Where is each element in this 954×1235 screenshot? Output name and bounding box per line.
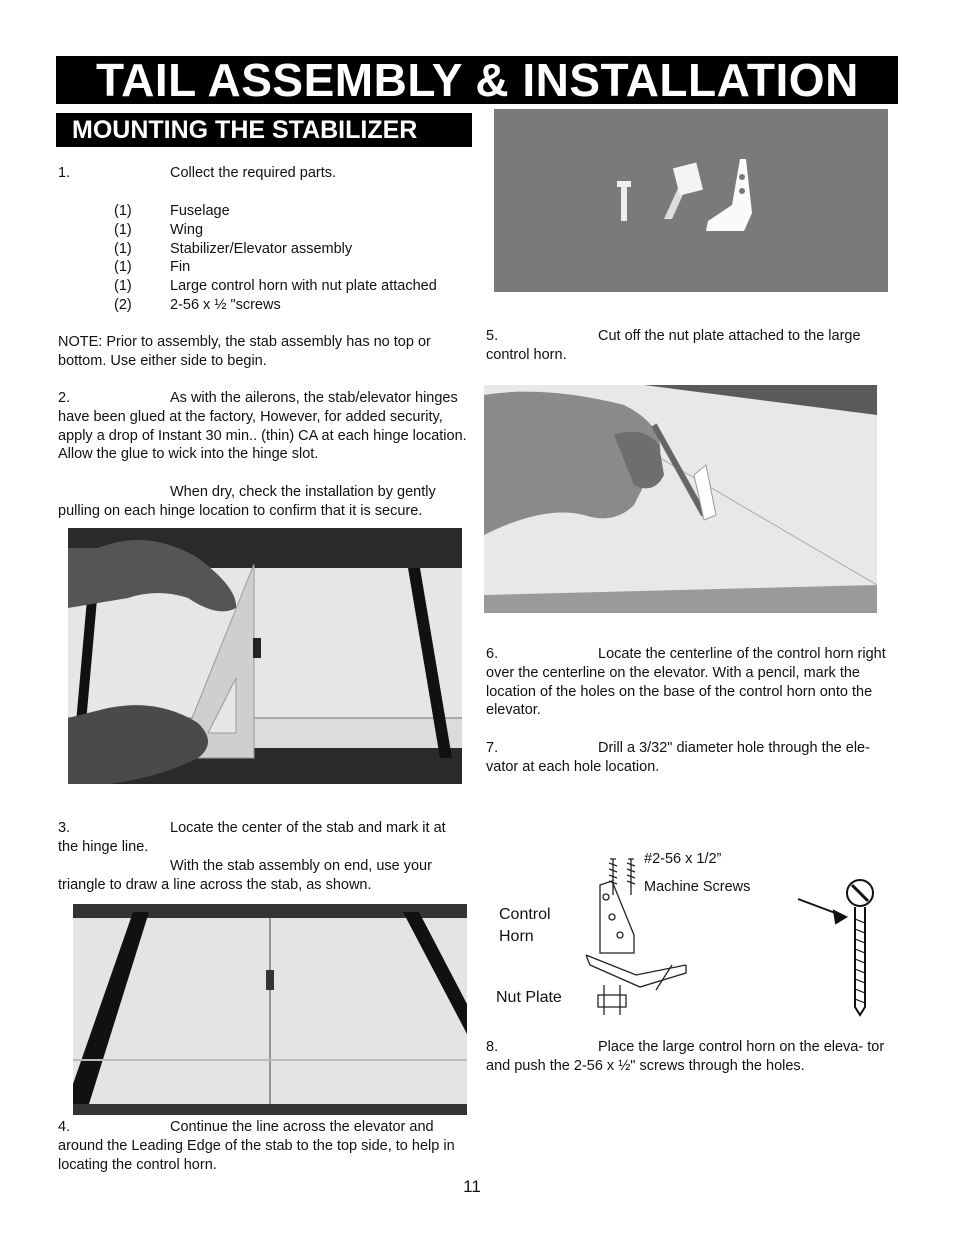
part-qty: (1) xyxy=(114,259,132,276)
part-desc: 2-56 x ½ "screws xyxy=(170,296,281,313)
step-2 xyxy=(58,389,468,464)
step-7 xyxy=(486,739,896,777)
part-desc: Fin xyxy=(170,259,191,276)
control-horn-diagram xyxy=(486,845,896,1025)
screw-type-label: Machine Screws xyxy=(644,879,751,895)
step-3-text: Locate the center of the stab and mark it at the hinge line. xyxy=(58,820,446,855)
part-qty: (2) xyxy=(114,296,132,313)
step-3-number: 3. xyxy=(58,820,71,836)
page-number: 11 xyxy=(463,1177,481,1196)
screw-size-label: #2-56 x 1/2” xyxy=(644,851,722,867)
step-5-number: 5. xyxy=(486,328,499,344)
step-1 xyxy=(58,164,468,183)
step-3-followup: With the stab assembly on end, use your triangle to draw a line across the stab, as shown. xyxy=(58,858,432,893)
step-8 xyxy=(486,1038,896,1076)
step-1-text: Collect the required parts. xyxy=(170,165,337,181)
part-desc: Wing xyxy=(170,221,204,238)
step-3 xyxy=(58,819,468,857)
part-qty: (1) xyxy=(114,203,132,219)
photo-marking-holes xyxy=(484,385,877,613)
step-8-number: 8. xyxy=(486,1039,499,1055)
horn-label: Horn xyxy=(499,928,534,945)
step-6-text: Locate the centerline of the control horn right over the centerline on the elevator. With a pencil, mark the location of the holes on the base of the control horn onto the elevator. xyxy=(486,646,886,719)
step-6-number: 6. xyxy=(486,646,499,662)
part-desc: Fuselage xyxy=(170,203,230,219)
photo-control-horn-parts xyxy=(494,109,888,292)
page-title: TAIL ASSEMBLY & INSTALLATION xyxy=(56,56,898,104)
step-7-text: Drill a 3/32" diameter hole through the ele- vator at each hole location. xyxy=(486,740,870,775)
step-2-followup: When dry, check the installation by gently pulling on each hinge location to confirm that it is secure. xyxy=(58,484,436,519)
assembly-note: NOTE: Prior to assembly, the stab assembly has no top or bottom. Use either side to begin. xyxy=(58,334,431,369)
part-desc: Stabilizer/Elevator assembly xyxy=(170,240,353,257)
machine-screw-closeup xyxy=(794,873,894,1023)
list-item xyxy=(58,202,468,221)
step-1-number: 1. xyxy=(58,165,71,181)
photo-stab-centerline xyxy=(73,904,467,1115)
step-8-text: Place the large control horn on the eleva- tor and push the 2-56 x ½" screws through the holes. xyxy=(486,1039,885,1074)
step-4-text: Continue the line across the elevator and around the Leading Edge of the stab to the top side, to help in locating the control horn. xyxy=(58,1119,455,1173)
part-desc: Large control horn with nut plate attached xyxy=(170,278,437,295)
step-5 xyxy=(486,327,896,365)
list-item xyxy=(58,240,468,259)
photo-triangle-on-stab xyxy=(68,528,462,784)
part-qty: (1) xyxy=(114,221,132,238)
part-qty: (1) xyxy=(114,240,132,257)
parts-list xyxy=(58,202,468,315)
step-4 xyxy=(58,1118,468,1174)
list-item xyxy=(58,277,468,296)
list-item xyxy=(58,296,468,315)
control-label: Control xyxy=(499,906,551,923)
list-item xyxy=(58,258,468,277)
step-5-text: Cut off the nut plate attached to the large control horn. xyxy=(486,328,861,363)
part-qty: (1) xyxy=(114,278,132,295)
section-heading: MOUNTING THE STABILIZER xyxy=(56,113,472,147)
step-2-number: 2. xyxy=(58,390,71,406)
step-6 xyxy=(486,645,896,720)
step-2-text: As with the ailerons, the stab/elevator hinges have been glued at the factory, However, for added security, apply a drop of Instant 30 min.. (thin) CA at each hinge location. Allow the glue to wick into the hinge slot. xyxy=(58,390,467,463)
nut-plate-label: Nut Plate xyxy=(496,989,562,1006)
step-7-number: 7. xyxy=(486,740,499,756)
list-item xyxy=(58,221,468,240)
step-4-number: 4. xyxy=(58,1119,71,1135)
